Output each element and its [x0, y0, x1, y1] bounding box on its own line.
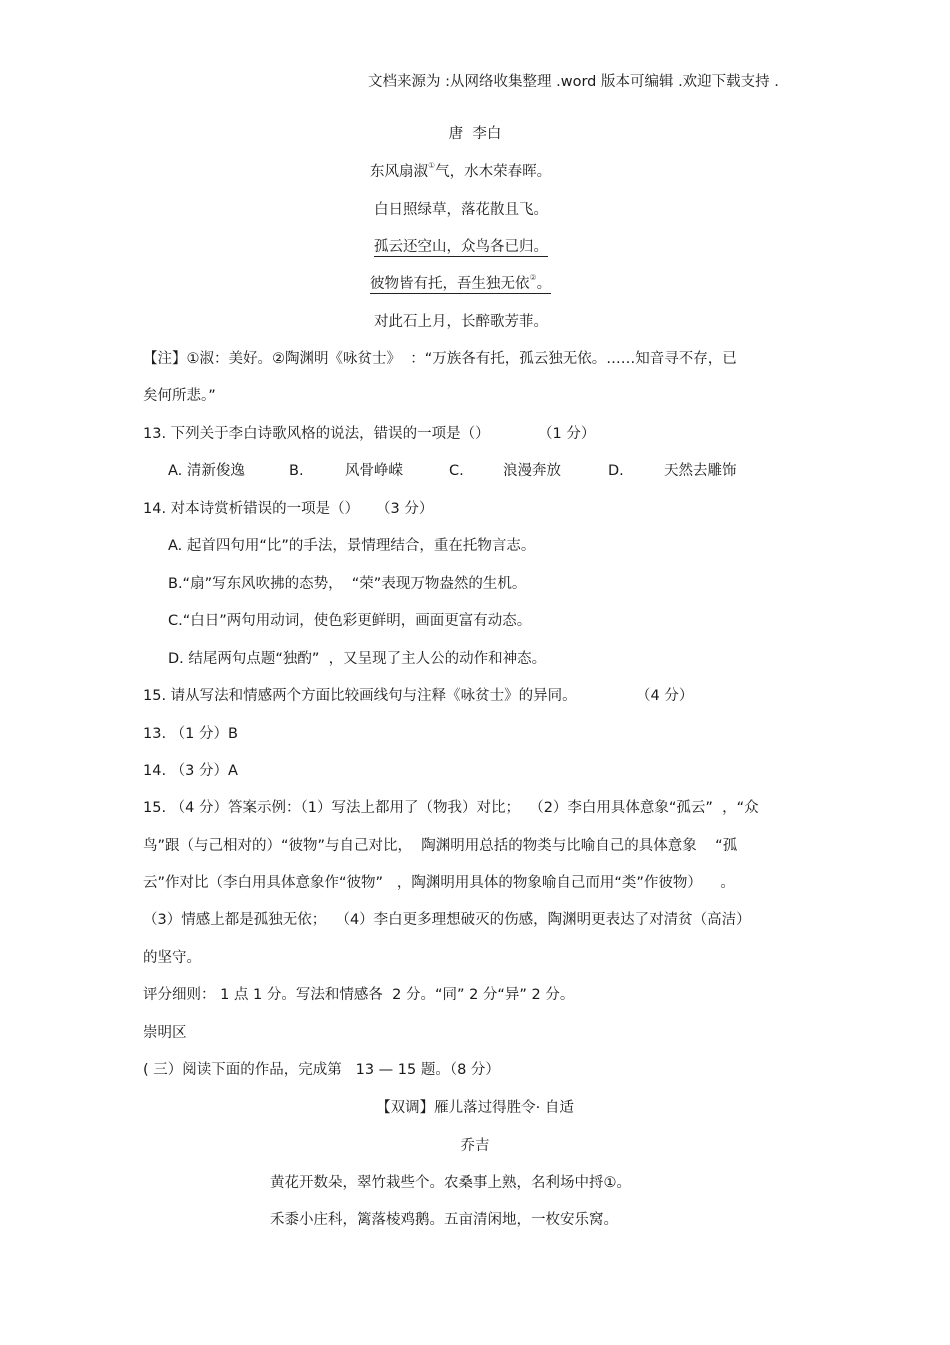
answer-15-line-4: （3）情感上都是孤独无依； （4）李白更多理想破灭的伤感，陶渊明更表达了对清贫（高洁） — [143, 912, 751, 928]
q13-option-d-letter: D. — [608, 463, 624, 479]
q13-option-c-text: 浪漫奔放 — [503, 463, 561, 479]
q13-option-b-letter: B. — [289, 463, 304, 479]
question-15-score: （4 分） — [636, 688, 694, 704]
poem-2-line-1: 黄花开数朵，翠竹栽些个。农桑事上熟，名利场中捋①。 — [270, 1175, 631, 1191]
poem-line-4-part-b: 。 — [536, 276, 552, 292]
poem-2-line-2: 禾黍小庄科，篱落棱鸡鹅。五亩清闲地，一枚安乐窝。 — [270, 1212, 618, 1228]
annotation-line-2: 矣何所悲。” — [143, 388, 216, 404]
question-14-stem: 14. 对本诗赏析错误的一项是（） — [143, 501, 360, 517]
q14-option-b: B.“扇”写东风吹拂的态势， “荣”表现万物盎然的生机。 — [168, 576, 527, 592]
poem-line-1-part-b: 气，水木荣春晖。 — [435, 164, 552, 180]
q13-option-d-text: 天然去雕饰 — [664, 463, 737, 479]
underlined-text: 孤云还空山，众鸟各已归。 — [374, 239, 548, 255]
answer-13: 13. （1 分）B — [143, 726, 238, 742]
question-14-score: （3 分） — [376, 501, 434, 517]
answer-15-line-2: 鸟”跟（与己相对的）“彼物”与自己对比， 陶渊明用总括的物类与比喻自己的具体意象 “孤 — [143, 838, 738, 854]
answer-14: 14. （3 分）A — [143, 763, 238, 779]
poem-line-1-part-a: 东风扇淑 — [370, 164, 428, 180]
poem-line-4-underlined — [370, 274, 551, 294]
scoring-rules: 评分细则： 1 点 1 分。写法和情感各 2 分。“同” 2 分“异” 2 分。 — [143, 987, 575, 1003]
q14-option-c: C.“白日”两句用动词，使色彩更鲜明，画面更富有动态。 — [168, 613, 532, 629]
poem-line-2: 白日照绿草，落花散且飞。 — [374, 202, 548, 218]
answer-15-line-3: 云”作对比（李白用具体意象作“彼物” ，陶渊明用具体的物象喻自己而用“类”作彼物） 。 — [143, 875, 735, 891]
footnote-mark-1: ① — [428, 161, 436, 170]
page-header: 文档来源为 :从网络收集整理 .word 版本可编辑 .欢迎下载支持 . — [368, 74, 779, 90]
question-15-stem: 15. 请从写法和情感两个方面比较画线句与注释《咏贫士》的异同。 — [143, 688, 577, 704]
poem-line-1 — [370, 162, 551, 182]
poem-line-5: 对此石上月，长醉歌芳菲。 — [374, 314, 548, 330]
section-3-heading: ( 三）阅读下面的作品，完成第 13 — 15 题。（8 分） — [143, 1062, 500, 1078]
q14-option-d: D. 结尾两句点题“独酌” ，又呈现了主人公的动作和神态。 — [168, 651, 547, 667]
question-13-score: （1 分） — [538, 426, 596, 442]
q13-option-b-text: 风骨峥嵘 — [345, 463, 403, 479]
poem-2-author: 乔吉 — [460, 1138, 490, 1154]
answer-15-line-5: 的坚守。 — [143, 950, 201, 966]
annotation-line-1: 【注】①淑：美好。②陶渊明《咏贫士》 ：“万族各有托，孤云独无依。……知音寻不存，已 — [143, 351, 737, 367]
poem-line-3-underlined — [374, 237, 548, 257]
poem-author: 唐 李白 — [448, 126, 502, 142]
poem-2-title: 【双调】雁儿落过得胜令· 自适 — [376, 1100, 574, 1116]
q13-option-a: A. 清新俊逸 — [168, 463, 245, 479]
q13-option-c-letter: C. — [449, 463, 464, 479]
district-label: 崇明区 — [143, 1025, 187, 1041]
question-13 — [143, 424, 490, 444]
footnote-mark-2: ② — [529, 273, 537, 282]
poem-line-4-part-a: 彼物皆有托，吾生独无依 — [370, 276, 530, 292]
q14-option-a: A. 起首四句用“比”的手法，景情理结合，重在托物言志。 — [168, 538, 536, 554]
question-13-stem: 13. 下列关于李白诗歌风格的说法，错误的一项是（） — [143, 426, 490, 442]
answer-15-line-1: 15. （4 分）答案示例：（1）写法上都用了（物我）对比； （2）李白用具体意象“孤云” ，“众 — [143, 800, 759, 816]
